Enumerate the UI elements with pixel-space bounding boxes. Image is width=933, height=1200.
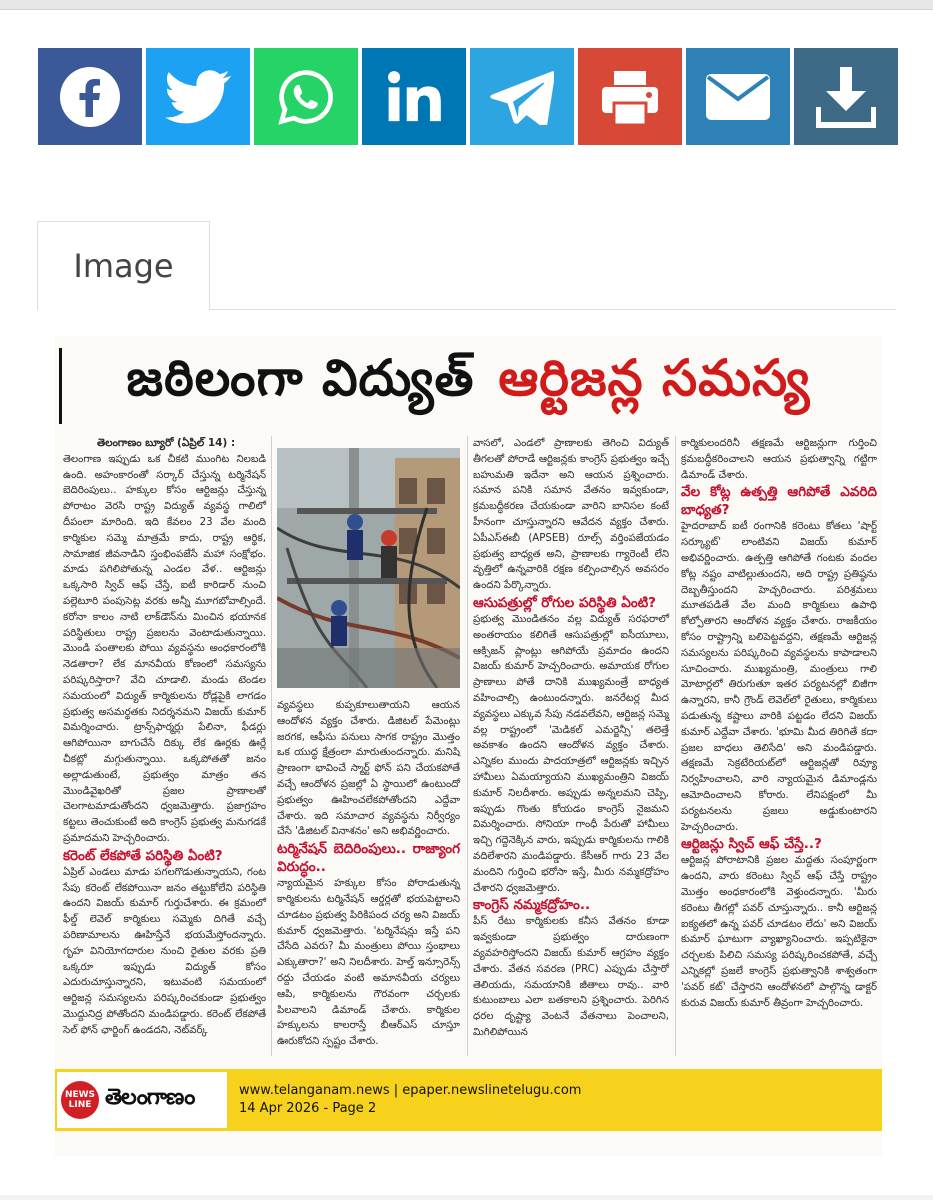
twitter-share-button[interactable] (146, 48, 250, 145)
article-paragraph: ఆర్టిజన్ల పోరాటానికి ప్రజల మద్దతు సంపూర్ణంగా ఉందని, వారు కరెంటు స్విచ్ ఆఫ్ చేస్తే రాష్ట్రం మొత్తం అంధకారంలోకి వెళ్తుందన్నారు. 'మీరు కరెంటు తీగల్లో పవర్ చూస్తున్నారు.. కానీ ఆర్టిజన్ల ఐక్యతలో ఉన్న పవర్ చూడటం లేదు' అని విజయ్ కుమార్ ఘాటుగా వ్యాఖ్యానించారు. ఇప్పటికైనా చర్చలకు పిలిచి సమస్య పరిష్కరించకపోతే, వచ్చే ఎన్నికల్లో ప్రజలే కాంగ్రెస్ ప్రభుత్వానికి శాశ్వతంగా 'పవర్ కట్' చేస్తారని ఆందోళనలో పాల్గొన్న డాక్టర్ కురువ విజయ్ కుమార్ తీవ్రంగా హెచ్చరించారు. (681, 855, 877, 1009)
telegram-share-button[interactable] (470, 48, 574, 145)
tab-image-label: Image (73, 247, 174, 285)
tab-image[interactable] (37, 221, 210, 310)
article-paragraph: హైదరాబాద్ ఐటీ రంగానికి కరెంటు కోతలు 'షార్ట్ సర్క్యూట్' లాంటివని విజయ్ కుమార్ అభివర్ణించారు. ఉత్పత్తి ఆగిపోతే గంటకు వందల కోట్ల నష్టం వాటిల్లుతుందని, అది రాష్ట్ర ప్రతిష్ఠను దెబ్బతీస్తుందని హెచ్చరించారు. పరిశ్రమలు మూతపడితే వేల మంది కార్మికులు ఉపాధి కోల్పోతారని ఆందోళన వ్యక్తం చేశారు. రాజకీయం కోసం రాష్ట్రాన్ని బలిపెట్టవద్దని, తక్షణమే ఆర్టిజన్ల సమస్యలను పరిష్కరించి వ్యవస్థలను కాపాడాలని సూచించారు. ముఖ్యమంత్రి, మంత్రులు గాలి మోటార్లలో తిరుగుతూ ఇతర పర్యటనల్లో బిజీగా ఉన్నారని, కానీ గ్రౌండ్ లెవెల్‌లో రైతులు, కార్మికులు పడుతున్న కష్టాలు వారికి పట్టడం లేదని విజయ్ కుమార్ ఎద్దేవా చేశారు. 'భూమి మీద తిరిగితే కదా ప్రజల బాధలు తెలిసేది' అని మండిపడ్డారు. తక్షణమే సెక్రటేరియట్‌లో ఆర్టిజన్లతో రివ్యూ నిర్వహించాలని, వారి న్యాయమైన డిమాండ్లను ఆమోదించాలని కోరారు. లేనిపక్షంలో మీ పర్యటనలను ప్రజలు అడ్డుకుంటారని హెచ్చరించారు. (681, 521, 877, 833)
email-share-button[interactable] (686, 48, 790, 145)
electricians-on-pole-photo (277, 448, 460, 688)
footer-info (239, 1082, 581, 1118)
subheading: వేల కోట్ల ఉత్పత్తి ఆగిపోతే ఎవరిది బాధ్యత? (681, 484, 877, 519)
article-paragraph: కార్మికులందరినీ తక్షణమే ఆర్టిజన్లుగా గుర్తించి క్రమబద్ధీకరించాలని ఆయన ప్రభుత్వాన్ని గట్టిగా డిమాండ్ చేశారు. (681, 438, 877, 481)
article-paragraph: తెలంగాణ ఇప్పుడు ఒక చీకటి ముంగిట నిలబడి ఉంది. అహంకారంతో సర్కార్ చేస్తున్న టర్మినేషన్ బెదిరింపులు.. హక్కుల కోసం ఆర్టిజన్లు చేస్తున్న పోరాటం వెరసి రాష్ట్ర విద్యుత్ వ్యవస్థ గాలిలో దీపంలా మారింది. ఇది కేవలం 23 వేల మంది కార్మికుల సమ్మె మాత్రమే కాదు, రాష్ట్ర ఆర్థిక, సామాజిక జీవనాడిని స్తంభింపజేసే మహా సంక్షోభం. మాడు పగిలిపోతున్న ఎండల వేళ.. ఆర్టిజన్లు ఒక్కసారి స్విచ్ ఆఫ్ చేస్తే, ఐటీ కారిడార్ నుంచి పల్లెటూరి పంపుసెట్ల వరకు అన్నీ మూగబోవాల్సిందే. కరోనా కాలం నాటి లాక్‌డౌన్‌ను మించిన భయానక పరిస్థితులు రాష్ట్ర ప్రజలను వెంటాడుతున్నాయి. మొండి పంతాలకు పోయి వ్యవస్థను అంధకారంలోకి నెడతారా? లేక మానవీయ కోణంలో సమస్యను పరిష్కరిస్తారా? వేచి చూడాలి. మండు టెండల సమయంలో విద్యుత్ కార్మికులను రోడ్లపైకి లాగడం ప్రభుత్వ అసమర్థతకు నిదర్శనమని విజయ్ కుమార్ విమర్శించారు. ట్రాన్స్‌ఫార్మర్లు పేలినా, ఫీడర్లు ఆగిపోయినా బాగుచేసే దిక్కు లేక ఊర్లకు ఊర్లే చీకట్లో మగ్గుతున్నాయి. ఒక్కపోతతో జనం అల్లాడుతుంటే, ప్రభుత్వం మాత్రం తన మొండివైఖరితో ప్రజల ప్రాణాలతో చెలగాటమాడుతోందని ధ్వజమెత్తారు. ప్రజాగ్రహం కట్టలు తెంచుకుంటే అది కాంగ్రెస్ ప్రభుత్వ మనుగడకే ప్రమాదమని హెచ్చరించారు. (63, 453, 266, 844)
print-button[interactable] (578, 48, 682, 145)
article-paragraph: ఏప్రిల్ ఎండలు మాడు పగలగొడుతున్నాయని, గంట సేపు కరెంట్ లేకపోయినా జనం తట్టుకోలేని పరిస్థితి ఉందని విజయ్ కుమార్ గుర్తుచేశారు. ఈ క్రమంలో ఫీల్డ్ లెవెల్ కార్మికులు సమ్మెకు దిగితే వచ్చే పరిణామాలను ఊహిస్తేనే భయమేస్తోందన్నారు. గృహ వినియోగదారుల నుంచి రైతుల వరకు ప్రతి ఒక్కరూ ఇప్పుడు విద్యుత్ కోసం ఎదురుచూస్తున్నారని, ఇటువంటి సమయంలో ఆర్టిజన్ల సమస్యలను పరిష్కరించకుండా ప్రభుత్వం మొద్దునిద్ర పోతోందని మండిపడ్డారు. కరెంట్ లేకపోతే సెల్ ఫోన్ ఛార్జింగ్ ఉండదని, నెట్‌వర్క్ (63, 866, 266, 1036)
article-paragraph: న్యాయమైన హక్కుల కోసం పోరాడుతున్న కార్మికులను టర్మినేషన్ ఆర్డర్లతో భయపెట్టాలని చూడటం ప్రభుత్వ పిరికిపంద చర్య అని విజయ్ కుమార్ ధ్వజమెత్తారు. 'టర్మినేషన్లు ఇస్తే పని చేసేది ఎవరు? మీ మంత్రులు పోయి స్తంభాలు ఎక్కుతారా?' అని నిలదీశారు. హెల్త్ ఇన్సూరెన్స్ రద్దు చేయడం వంటి అమానవీయ చర్యలు ఆపి, కార్మికులను గౌరవంగా చర్చలకు పిలవాలని డిమాండ్ చేశారు. కార్మికుల హక్కులను కాలరాస్తే బీఆర్ఎస్ చూస్తూ ఊరుకోదని స్పష్టం చేశారు. (277, 878, 460, 1048)
share-toolbar (38, 48, 898, 145)
subheading: ఆర్టిజన్లు స్విచ్ ఆఫ్ చేస్తే..? (681, 836, 822, 853)
browser-top-bar (0, 0, 933, 10)
article-paragraph: ప్రభుత్వ మొండితనం వల్ల విద్యుత్ సరఫరాలో అంతరాయం కలిగితే ఆసుపత్రుల్లో ఐసీయూలు, ఆక్సిజన్ ప్లాంట్లు ఆగిపోయే ప్రమాదం ఉందని విజయ్ కుమార్ హెచ్చరించారు. అమాయక రోగుల ప్రాణాలు పోతే దానికి ముఖ్యమంత్రే బాధ్యత వహించాల్సి ఉంటుందన్నారు. జనరేటర్ల మీద వ్యవస్థలు ఎక్కువ సేపు నడవలేవని, ఆర్టిజన్ల సమ్మె వల్ల రాష్ట్రంలో 'మెడికల్ ఎమర్జెన్సీ' తలెత్తే అవకాశం ఉందని ఆందోళన వ్యక్తం చేశారు. ఎన్నికల ముందు పాదయాత్రలో ఆర్టిజన్లకు ఇచ్చిన హామీలు ఏమయ్యాయని ముఖ్యమంత్రిని విజయ్ కుమార్ నిలదీశారు. అప్పుడు అన్నలమని చెప్పి, ఇప్పుడు గొంతు కోయడం కాంగ్రెస్ నైజమని విమర్శించారు. సోనియా గాంధీ పేరుతో హామీలు ఇచ్చి గద్దెనెక్కిన వారు, ఇప్పుడు కార్మికులను గాలికి వదిలేశారని మండిపడ్డారు. కేసీఆర్ గారు 23 వేల మందిని గుర్తించి భరోసా ఇస్తే, మీరు నమ్మకద్రోహం చేశారని ధ్వజమెత్తారు. (473, 613, 669, 894)
photo-illustration (277, 448, 460, 688)
footer-urls: www.telanganam.news | epaper.newslinetelugu.com (239, 1083, 582, 1098)
linkedin-share-button[interactable] (362, 48, 466, 145)
footer-date-page: 14 Apr 2026 - Page 2 (239, 1101, 377, 1116)
article-column-1 (63, 436, 266, 1038)
news-line-badge: NEWS LINE (61, 1081, 99, 1119)
article-paragraph: పీస్ రేటు కార్మికులకు కనీస వేతనం కూడా ఇవ్వకుండా ప్రభుత్వం దారుణంగా వ్యవహరిస్తోందని విజయ్ కుమార్ ఆగ్రహం వ్యక్తం చేశారు. వేతన సవరణ (PRC) ఎప్పుడు చేస్తారో తెలియదు, సమయానికి జీతాలు రావు.. వారి కుటుంబాలు ఎలా బతకాలని ప్రశ్నించారు. పెరిగిన ధరల దృష్ట్యా వెంటనే వేతనాలు పెంచాలని, మిగిలిపోయిన (473, 916, 669, 1038)
subheading: కరెంట్ లేకపోతే పరిస్థితి ఏంటి? (63, 847, 223, 864)
linkedin-icon (385, 68, 443, 126)
telegram-icon (490, 69, 554, 125)
epaper-footer (55, 1069, 882, 1131)
headline-black-part: జఠిలంగా విద్యుత్ (126, 348, 475, 407)
subheading: కాంగ్రెస్ నమ్మకద్రోహం.. (473, 897, 591, 914)
article-paragraph: వాసలో, ఎండలో ప్రాణాలకు తెగించి విద్యుత్ తీగలతో పోరాడే ఆర్టిజన్లకు కాంగ్రెస్ ప్రభుత్వం ఇచ్చే బహుమతి ఇదేనా అని ఆయన ప్రశ్నించారు. సమాన పనికి సమాన వేతనం ఇవ్వకుండా, క్రమబద్ధీకరణ చేయకుండా వారిని బానిసల కంటే హీనంగా చూస్తున్నారని ఆవేదన వ్యక్తం చేశారు. ఏపీఎస్ఈబీ (APSEB) రూల్స్ వర్తింపజేయడం ప్రభుత్వ బాధ్యత అని, ప్రాణాలకు గ్యారెంటీ లేని వృత్తిలో ఉన్నవారికి రక్షణ కల్పించాల్సిన అవసరం ఉందని పేర్కొన్నారు. (473, 438, 669, 592)
newspaper-logo (57, 1072, 227, 1128)
article-column-2 (277, 698, 460, 1050)
headline-red-part: ఆర్టిజన్ల సమస్య (498, 348, 811, 407)
facebook-share-button[interactable] (38, 48, 142, 145)
article-column-4 (681, 436, 877, 1011)
epaper-clipping-image (55, 336, 882, 1156)
article-paragraph: వ్యవస్థలు కుప్పకూలుతాయని ఆయన ఆందోళన వ్యక్తం చేశారు. డిజిటల్ పేమెంట్లు జరగక, ఆఫీసు పనులు సాగక రాష్ట్రం మొత్తం ఒక యుద్ధ క్షేత్రంలా మారుతుందన్నారు. మనిషి ప్రాణంగా భావించే స్మార్ట్ ఫోన్ పని చేయకపోతే వచ్చే ఆందోళన ప్రజల్లో ఏ స్థాయిలో ఉంటుందో ప్రభుత్వం ఊహించలేకపోతోందని ఎద్దేవా చేశారు. ఇది సమాచార వ్యవస్థను నిర్వీర్యం చేసే 'డిజిటల్ వినాశనం' అని అభివర్ణించారు. (277, 700, 460, 838)
subheading: ఆసుపత్రుల్లో రోగుల పరిస్థితి ఏంటి? (473, 594, 656, 611)
facebook-icon (58, 65, 122, 129)
download-button[interactable] (794, 48, 898, 145)
column-divider (467, 436, 468, 1056)
dateline: తెలంగాణం బ్యూరో (ఏప్రిల్ 14) : (97, 437, 236, 449)
brand-name: తెలంగాణం (105, 1085, 195, 1110)
download-icon (816, 65, 876, 129)
article-column-3 (473, 436, 669, 1041)
column-divider (271, 436, 272, 1056)
article-headline (55, 336, 882, 432)
email-icon (705, 73, 771, 121)
column-divider (675, 436, 676, 1056)
print-icon (598, 67, 662, 127)
twitter-icon (165, 69, 231, 125)
page-bottom-strip (0, 1195, 933, 1200)
subheading: టర్మినేషన్ బెదిరింపులు.. రాజ్యాంగ విరుద్ధం.. (277, 841, 460, 876)
whatsapp-icon (276, 67, 336, 127)
whatsapp-share-button[interactable] (254, 48, 358, 145)
tab-divider (210, 309, 896, 310)
